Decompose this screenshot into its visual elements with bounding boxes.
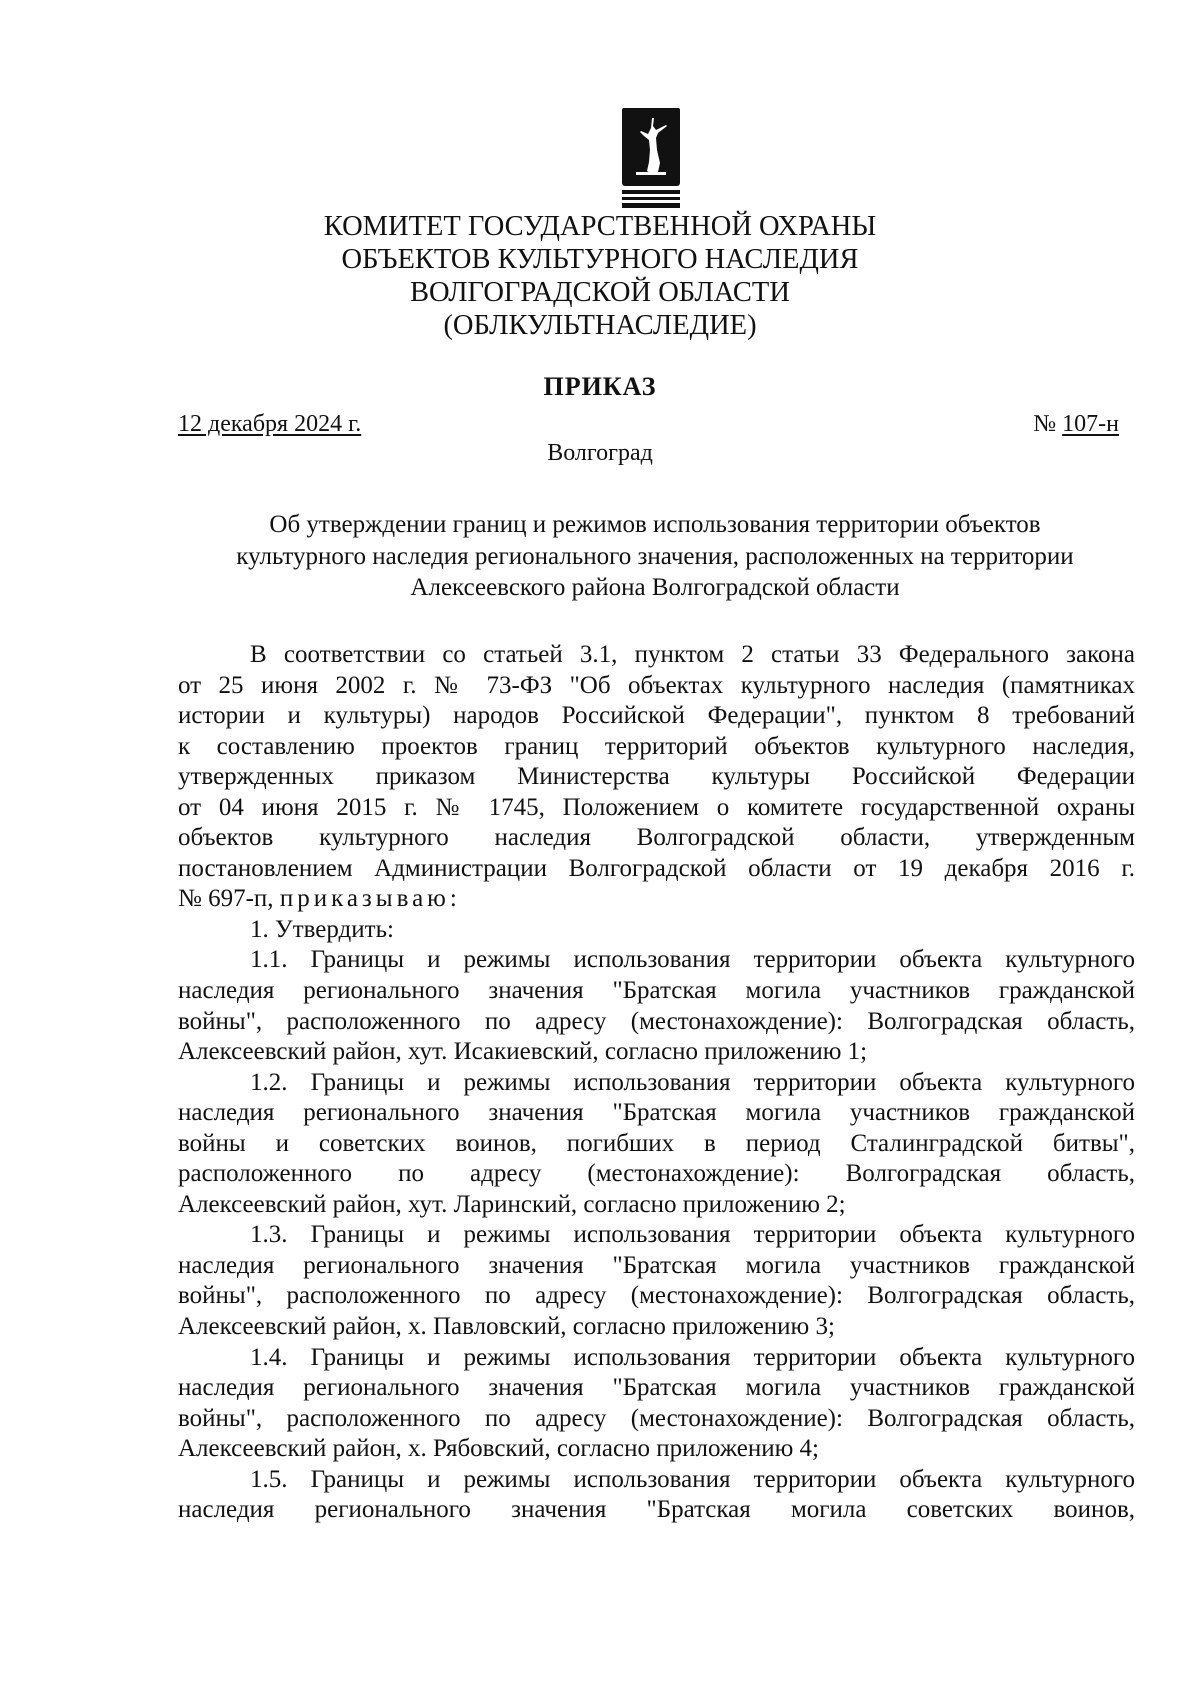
preamble-end-prefix: № 697-п, <box>178 885 280 913</box>
document-subject <box>170 509 1140 604</box>
item-1-1-line: войны", расположенного по адресу (местонахождение): Волгоградская область, <box>178 1007 1135 1035</box>
item-1-3-line: наследия регионального значения "Братская могила участников гражданской <box>178 1251 1135 1279</box>
body-line: к составлению проектов границ территорий объектов культурного наследия, <box>178 732 1135 760</box>
item-1-1-line: Алексеевский район, хут. Исакиевский, согласно приложению 1; <box>178 1038 868 1066</box>
organization-line: ОБЪЕКТОВ КУЛЬТУРНОГО НАСЛЕДИЯ <box>341 244 859 275</box>
body-line <box>178 884 1135 915</box>
document-type-title: ПРИКАЗ <box>543 372 657 401</box>
item-1-1-line: наследия регионального значения "Братская могила участников гражданской <box>178 977 1135 1005</box>
document-body <box>178 640 1135 1526</box>
document-number <box>1033 409 1119 439</box>
body-line: В соответствии со статьей 3.1, пунктом 2 статьи 33 Федерального закона <box>250 641 1135 668</box>
document-date: 12 декабря 2024 г. <box>178 411 362 437</box>
item-1-3-line: войны", расположенного по адресу (местонахождение): Волгоградская область, <box>178 1282 1135 1310</box>
body-line: от 04 июня 2015 г. № 1745, Положением о комитете государственной охраны <box>178 793 1135 821</box>
item-1-3-line: 1.3. Границы и режимы использования территории объекта культурного <box>250 1221 1135 1249</box>
item-1-2-line: наследия регионального значения "Братская могила участников гражданской <box>178 1099 1135 1127</box>
item-1-2-line: войны и советских воинов, погибших в период Сталинградской битвы", <box>178 1129 1135 1157</box>
organization-line: ВОЛГОГРАДСКОЙ ОБЛАСТИ <box>410 277 790 308</box>
subject-line: Об утверждении границ и режимов использования территории объектов <box>269 511 1041 538</box>
item-1: 1. Утвердить: <box>250 915 394 943</box>
item-1-3-line: Алексеевский район, х. Павловский, согласно приложению 3; <box>178 1313 835 1341</box>
item-1-4-line: наследия регионального значения "Братская могила участников гражданской <box>178 1374 1135 1402</box>
item-1-4-line: Алексеевский район, х. Рябовский, согласно приложению 4; <box>178 1435 819 1463</box>
item-1-2-line: расположенного по адресу (местонахождение): Волгоградская область, <box>178 1160 1135 1188</box>
organization-name <box>200 210 1000 342</box>
item-1-4-line: войны", расположенного по адресу (местонахождение): Волгоградская область, <box>178 1404 1135 1432</box>
emblem-band <box>622 190 680 194</box>
emblem-band <box>622 197 680 200</box>
body-line: от 25 июня 2002 г. № 73-ФЗ "Об объектах культурного наследия (памятниках <box>178 671 1135 699</box>
body-line: утвержденных приказом Министерства культуры Российской Федерации <box>178 763 1135 791</box>
item-1-4-line: 1.4. Границы и режимы использования территории объекта культурного <box>250 1343 1135 1371</box>
item-1-2-line: 1.2. Границы и режимы использования территории объекта культурного <box>250 1068 1135 1096</box>
document-number-prefix: № <box>1033 411 1063 437</box>
emblem-shield <box>622 108 680 186</box>
subject-line: Алексеевского района Волгоградской области <box>410 574 900 601</box>
item-1-5-line: 1.5. Границы и режимы использования территории объекта культурного <box>250 1465 1135 1493</box>
body-line: объектов культурного наследия Волгоградской области, утвержденным <box>178 824 1135 852</box>
organization-line: КОМИТЕТ ГОСУДАРСТВЕННОЙ ОХРАНЫ <box>323 211 877 242</box>
motherland-statue-icon <box>622 108 680 186</box>
volgograd-region-emblem-icon <box>622 108 680 208</box>
body-line: истории и культуры) народов Российской Федерации", пунктом 8 требований <box>178 702 1135 730</box>
subject-line: культурного наследия регионального значения, расположенных на территории <box>236 542 1074 570</box>
body-line: постановлением Администрации Волгоградской области от 19 декабря 2016 г. <box>178 854 1135 882</box>
organization-line: (ОБЛКУЛЬТНАСЛЕДИЕ) <box>443 310 757 341</box>
order-verb: приказываю: <box>279 885 461 913</box>
emblem-band <box>622 203 680 208</box>
item-1-5-line: наследия регионального значения "Братская могила советских воинов, <box>178 1496 1135 1524</box>
document-city: Волгоград <box>547 440 653 466</box>
document-number-value: 107-н <box>1062 411 1119 437</box>
item-1-2-line: Алексеевский район, хут. Ларинский, согласно приложению 2; <box>178 1190 846 1218</box>
item-1-1-line: 1.1. Границы и режимы использования территории объекта культурного <box>250 946 1135 974</box>
